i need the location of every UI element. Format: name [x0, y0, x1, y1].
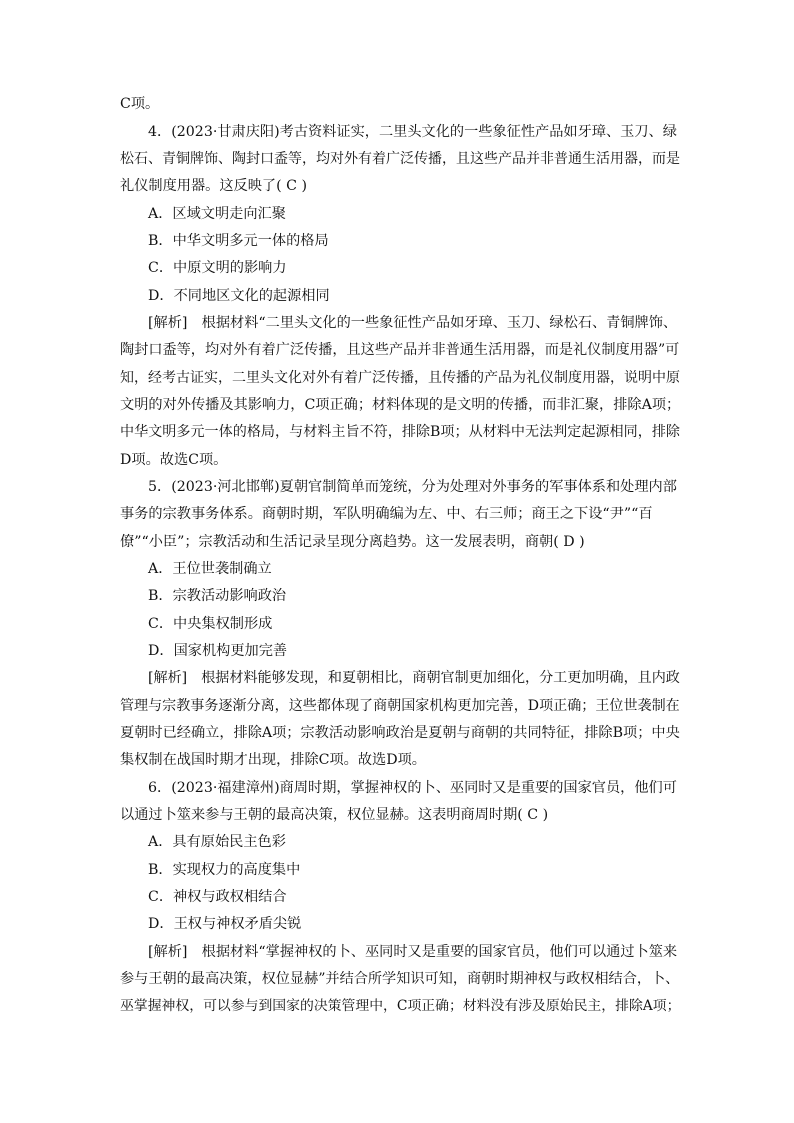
question-6-option-d: D．王权与神权矛盾尖锐	[148, 916, 302, 932]
question-6-option-a: A．具有原始民主色彩	[148, 834, 286, 850]
question-4-option-a: A．区域文明走向汇聚	[148, 206, 286, 222]
question-5-option-b: B．宗教活动影响政治	[148, 588, 287, 604]
question-5-analysis: 管理与宗教事务逐渐分离，这些都体现了商朝国家机构更加完善，D项正确；王位世袭制在	[120, 698, 680, 714]
question-4-analysis: 中华文明多元一体的格局，与材料主旨不符，排除B项；从材料中无法判定起源相同，排除	[120, 424, 681, 440]
question-4-stem: 4．(2023·甘肃庆阳)考古资料证实，二里头文化的一些象征性产品如牙璋、玉刀、绿	[148, 124, 677, 140]
question-5-stem: 僚”“小臣”；宗教活动和生活记录呈现分离趋势。这一发展表明，商朝( D )	[120, 534, 585, 550]
question-6-option-b: B．实现权力的高度集中	[148, 862, 301, 878]
question-4-stem: 礼仪制度用器。这反映了( C )	[120, 178, 308, 194]
question-4-analysis: 陶封口盉等，均对外有着广泛传播，且这些产品并非普通生活用器，而是礼仪制度用器”可	[120, 342, 680, 358]
question-6-analysis: 巫掌握神权，可以参与到国家的决策管理中，C项正确；材料没有涉及原始民主，排除A项；	[120, 998, 681, 1014]
question-6-stem: 以通过卜筮来参与王朝的最高决策，权位显赫。这表明商周时期( C )	[120, 807, 549, 823]
question-5-analysis: 集权制在战国时期才出现，排除C项。故选D项。	[120, 752, 426, 768]
question-4-option-d: D．不同地区文化的起源相同	[148, 288, 330, 304]
question-4-stem: 松石、青铜牌饰、陶封口盉等，均对外有着广泛传播，且这些产品并非普通生活用器，而是	[120, 151, 680, 167]
question-4-option-c: C．中原文明的影响力	[148, 260, 287, 276]
question-5-stem: 事务的宗教事务体系。商朝时期，军队明确编为左、中、右三师；商王之下设“尹”“百	[120, 506, 653, 522]
answer-line: C项。	[120, 96, 160, 112]
question-4-analysis: 知，经考古证实，二里头文化对外有着广泛传播，且传播的产品为礼仪制度用器，说明中原	[120, 370, 680, 386]
question-5-analysis: 夏朝时已经确立，排除A项；宗教活动影响政治是夏朝与商朝的共同特征，排除B项；中央	[120, 725, 680, 741]
question-5-option-d: D．国家机构更加完善	[148, 643, 288, 659]
question-5-option-a: A．王位世袭制确立	[148, 561, 272, 577]
question-6-option-c: C．神权与政权相结合	[148, 889, 287, 905]
question-6-analysis: 参与王朝的最高决策，权位显赫”并结合所学知识可知，商朝时期神权与政权相结合，卜、	[120, 971, 680, 987]
question-6-stem: 6．(2023·福建漳州)商周时期，掌握神权的卜、巫同时又是重要的国家官员，他们可	[148, 780, 677, 796]
question-6-analysis: [解析] 根据材料“掌握神权的卜、巫同时又是重要的国家官员，他们可以通过卜筮来	[148, 944, 678, 960]
question-5-analysis: [解析] 根据材料能够发现，和夏朝相比，商朝官制更加细化，分工更加明确，且内政	[148, 670, 680, 686]
question-5-option-c: C．中央集权制形成	[148, 616, 273, 632]
question-4-analysis: [解析] 根据材料“二里头文化的一些象征性产品如牙璋、玉刀、绿松石、青铜牌饰、	[148, 315, 678, 331]
question-4-option-b: B．中华文明多元一体的格局	[148, 233, 329, 249]
question-4-analysis: D项。故选C项。	[120, 452, 228, 468]
question-4-analysis: 文明的对外传播及其影响力，C项正确；材料体现的是文明的传播，而非汇聚，排除A项；	[120, 397, 681, 413]
question-5-stem: 5．(2023·河北邯郸)夏朝官制简单而笼统，分为处理对外事务的军事体系和处理内部	[148, 479, 677, 495]
